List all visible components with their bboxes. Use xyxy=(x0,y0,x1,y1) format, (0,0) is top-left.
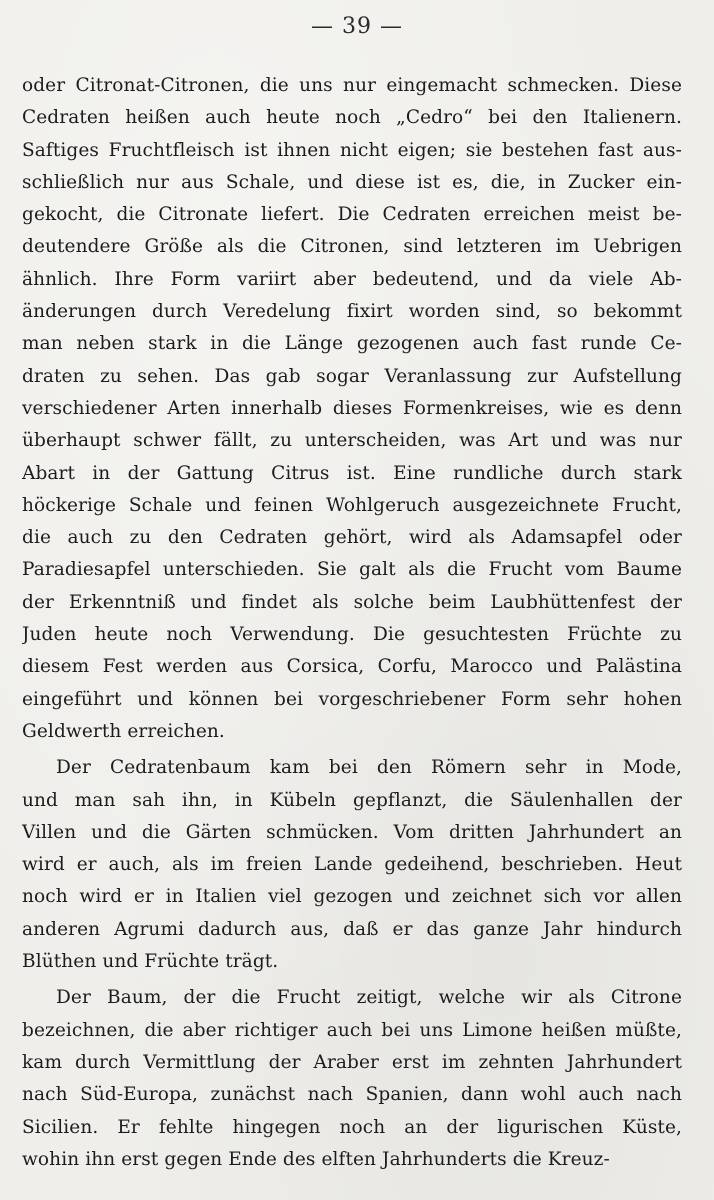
text-line: der Erkenntniß und findet als solche beim Laubhüttenfest der xyxy=(22,591,682,613)
text-line: oder Citronat-Citronen, die uns nur eingemacht schmecken. Diese xyxy=(22,75,682,96)
text-line: Sicilien. Er fehlte hingegen noch an der ligurischen Küste, xyxy=(22,1116,682,1138)
text-line: bezeichnen, die aber richtiger auch bei uns Limone heißen müßte, xyxy=(22,1019,682,1041)
text-line: wohin ihn erst gegen Ende des elften Jahrhunderts die Kreuz- xyxy=(22,1148,610,1170)
text-line: Blüthen und Früchte trägt. xyxy=(22,951,279,973)
text-line: höckerige Schale und feinen Wohlgeruch ausgezeichnete Frucht, xyxy=(22,494,682,516)
text-line: kam durch Vermittlung der Araber erst im zehnten Jahrhundert xyxy=(22,1051,682,1073)
text-line: Saftiges Fruchtfleisch ist ihnen nicht eigen; sie bestehen fast aus- xyxy=(22,139,682,161)
text-line: Der Baum, der die Frucht zeitigt, welche wir als Citrone xyxy=(56,987,682,1009)
text-line: schließlich nur aus Schale, und diese ist es, die, in Zucker ein- xyxy=(22,171,682,193)
paragraph xyxy=(22,752,682,978)
text-line: Paradiesapfel unterschieden. Sie galt als die Frucht vom Baume xyxy=(22,559,682,581)
text-line: die auch zu den Cedraten gehört, wird als Adamsapfel oder xyxy=(22,527,682,549)
text-line: Juden heute noch Verwendung. Die gesuchtesten Früchte zu xyxy=(22,624,682,646)
text-line: Der Cedratenbaum kam bei den Römern sehr in Mode, xyxy=(56,757,682,779)
text-line: eingeführt und können bei vorgeschriebener Form sehr hohen xyxy=(22,688,682,710)
page-number: — 39 — xyxy=(311,14,403,39)
text-line: anderen Agrumi dadurch aus, daß er das ganze Jahr hindurch xyxy=(22,918,682,940)
text-line: nach Süd-Europa, zunächst nach Spanien, dann wohl auch nach xyxy=(22,1084,682,1106)
text-line: wird er auch, als im freien Lande gedeihend, beschrieben. Heut xyxy=(22,854,682,876)
text-line: Villen und die Gärten schmücken. Vom dritten Jahrhundert an xyxy=(22,821,682,843)
text-line: ähnlich. Ihre Form variirt aber bedeutend, und da viele Ab- xyxy=(22,268,682,290)
text-line: Cedraten heißen auch heute noch „Cedro“ bei den Italienern. xyxy=(22,107,682,129)
text-line: noch wird er in Italien viel gezogen und zeichnet sich vor allen xyxy=(22,886,682,908)
text-line: Geldwerth erreichen. xyxy=(22,720,225,742)
text-line: diesem Fest werden aus Corsica, Corfu, Marocco und Palästina xyxy=(22,656,682,678)
text-line: und man sah ihn, in Kübeln gepflanzt, die Säulenhallen der xyxy=(22,789,682,811)
text-line: überhaupt schwer fällt, zu unterscheiden, was Art und was nur xyxy=(22,430,682,452)
body-text xyxy=(22,70,682,1176)
text-line: verschiedener Arten innerhalb dieses Formenkreises, wie es denn xyxy=(22,397,682,419)
text-line: man neben stark in die Länge gezogenen auch fast runde Ce- xyxy=(22,333,682,355)
text-line: gekocht, die Citronate liefert. Die Cedraten erreichen meist be- xyxy=(22,204,682,226)
text-line: Abart in der Gattung Citrus ist. Eine rundliche durch stark xyxy=(22,462,682,484)
text-line: draten zu sehen. Das gab sogar Veranlassung zur Aufstellung xyxy=(22,365,682,387)
text-line: änderungen durch Veredelung fixirt worden sind, so bekommt xyxy=(22,301,682,323)
paragraph xyxy=(22,982,682,1176)
text-line: deutendere Größe als die Citronen, sind letzteren im Uebrigen xyxy=(22,236,682,258)
paragraph xyxy=(22,70,682,748)
